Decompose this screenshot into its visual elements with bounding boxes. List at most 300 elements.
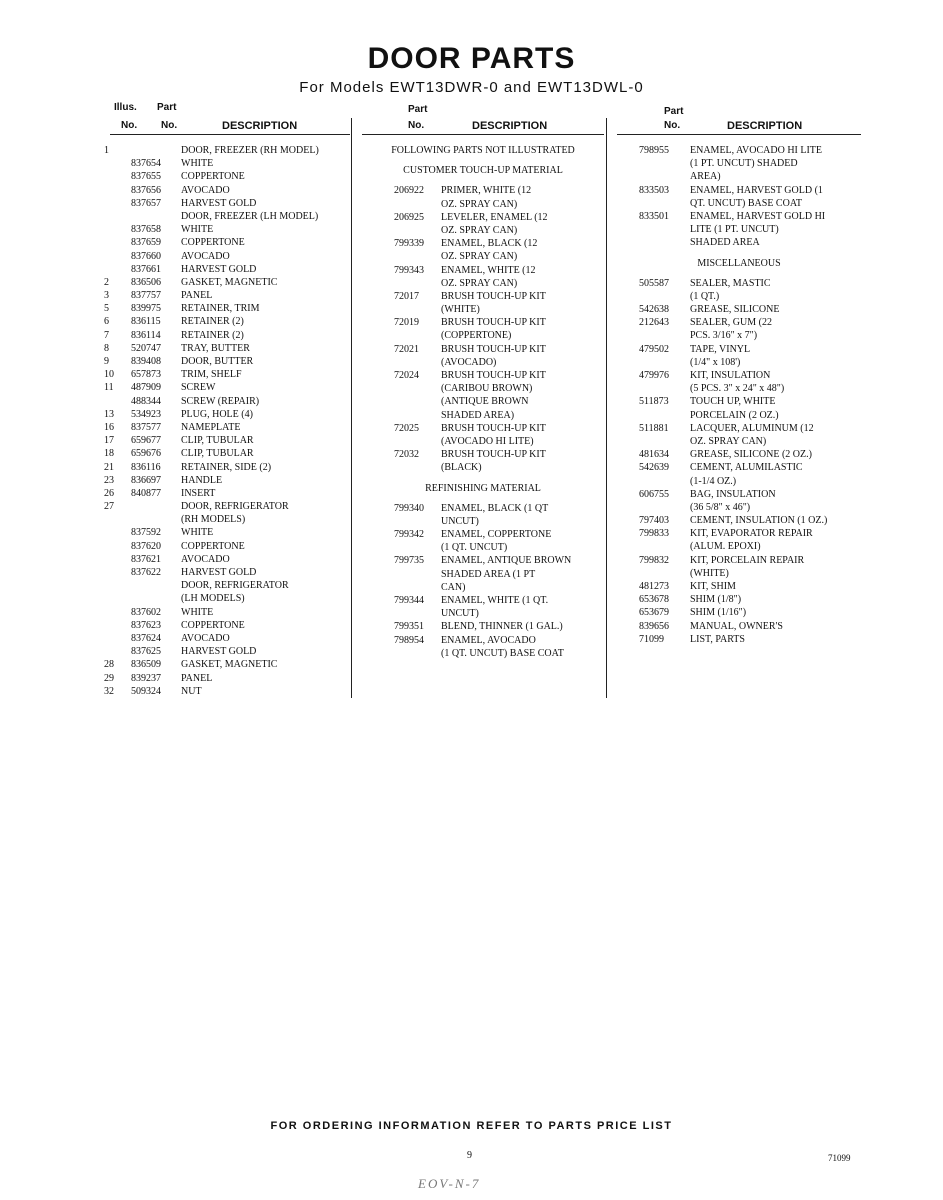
illus-number: 9 [104,356,109,367]
description-label: DESCRIPTION [222,120,298,132]
part-description: SCREW (REPAIR) [181,395,260,407]
section-heading: CUSTOMER TOUCH-UP MATERIAL [403,165,563,177]
part-number: 836509 [131,659,161,671]
part-row [104,236,350,249]
part-number: 71099 [639,633,664,645]
part-description: LACQUER, ALUMINUM (12 [690,422,814,434]
no-label: No. [121,120,138,131]
part-description: BLEND, THINNER (1 GAL.) [441,621,563,633]
part-row [362,211,604,224]
part-number: 487909 [131,382,161,394]
part-description: ENAMEL, BLACK (1 QT [441,502,549,514]
part-description: TRIM, SHELF [181,369,242,381]
row-spacer [362,495,604,502]
part-row [362,607,604,620]
illus-number: 5 [104,303,109,315]
part-description: COPPERTONE [181,540,245,552]
illus-number: 23 [104,474,114,486]
part-description: AVOCADO [181,250,230,262]
part-row [362,316,604,329]
part-description: ENAMEL, AVOCADO [441,634,536,646]
part-description: SEALER, MASTIC [690,277,771,289]
column-divider-2 [606,118,607,698]
part-description: CEMENT, ALUMILASTIC [690,462,803,474]
part-row [104,355,350,368]
part-number: 837602 [131,606,161,618]
part-row [617,620,861,633]
part-row [617,395,861,408]
part-number: 833501 [639,210,669,222]
part-label: Part [408,104,428,115]
part-number: 837660 [131,250,161,262]
row-spacer [617,270,861,277]
part-description: SHIM (1/8") [690,594,742,606]
handwritten-mark: EOV-N-7 [418,1176,481,1191]
part-number: 653679 [639,607,669,619]
part-number: 836116 [131,461,161,473]
part-row [104,144,350,157]
part-description: SCREW [181,382,216,394]
part-row [104,184,350,197]
part-description: AVOCADO [181,184,230,196]
part-number: 72017 [394,290,419,302]
part-number: 837656 [131,184,161,196]
page-title: DOOR PARTS [367,42,576,75]
parts-list [104,144,350,698]
parts-column-1 [104,100,350,698]
part-row [362,264,604,277]
part-row [104,421,350,434]
part-number: 837661 [131,263,161,275]
part-row [362,303,604,316]
illus-number: 18 [104,448,114,460]
part-description: (BLACK) [441,462,482,474]
part-row [104,447,350,460]
part-row [617,356,861,369]
illus-label: Illus. [114,102,137,113]
part-row [617,567,861,580]
part-number: 836697 [131,474,161,486]
column-divider-1 [351,118,352,698]
part-number: 798955 [639,145,669,156]
part-row [617,369,861,382]
illus-number: 17 [104,435,114,447]
row-spacer [362,177,604,184]
part-description: DOOR, FREEZER (RH MODEL) [181,145,319,156]
part-number: 659676 [131,448,161,460]
part-row [617,422,861,435]
part-number: 837620 [131,540,161,552]
ordering-footer: FOR ORDERING INFORMATION REFER TO PARTS PRICE LIST [270,1120,673,1132]
part-row [617,223,861,236]
part-row [362,461,604,474]
illus-number: 16 [104,421,114,433]
part-row [104,276,350,289]
part-description: (1-1/4 OZ.) [690,475,737,487]
part-description: NAMEPLATE [181,421,241,433]
part-number: 837625 [131,646,161,658]
part-description: HARVEST GOLD [181,646,257,658]
part-row [104,461,350,474]
part-description: COPPERTONE [181,237,245,249]
part-number: 72025 [394,422,419,434]
part-row [104,381,350,394]
part-row [362,568,604,581]
part-description: CEMENT, INSULATION (1 OZ.) [690,515,828,527]
part-number: 657873 [131,369,161,381]
part-description: OZ. SPRAY CAN) [690,435,767,447]
part-row [617,210,861,223]
part-description: ENAMEL, HARVEST GOLD HI [690,210,826,222]
part-number: 798954 [394,634,424,646]
part-row [362,224,604,237]
part-description: OZ. SPRAY CAN) [441,251,518,263]
part-row [362,329,604,342]
part-number: 72019 [394,317,419,329]
part-description: (WHITE) [690,567,729,579]
description-label: DESCRIPTION [472,120,548,132]
illus-number: 32 [104,685,114,697]
part-row [104,672,350,685]
part-row [362,356,604,369]
part-description: ENAMEL, BLACK (12 [441,238,538,250]
part-row [104,526,350,539]
part-description: BRUSH TOUCH-UP KIT [441,343,546,355]
part-description: KIT, EVAPORATOR REPAIR [690,528,813,540]
part-description: WHITE [181,158,214,170]
part-description: TAPE, VINYL [690,343,751,355]
part-description: AVOCADO [181,632,230,644]
part-description: NUT [181,685,202,697]
part-description: (LH MODELS) [181,593,245,605]
part-row [362,395,604,408]
part-number: 206925 [394,211,424,223]
part-row [362,554,604,567]
part-row [362,502,604,515]
part-description: HANDLE [181,474,223,486]
part-description: PANEL [181,290,213,302]
part-row [104,315,350,328]
part-number: 212643 [639,317,669,329]
part-description: (CARIBOU BROWN) [441,383,533,395]
part-number: 833503 [639,184,669,196]
part-description: BRUSH TOUCH-UP KIT [441,422,546,434]
part-number: 837657 [131,197,161,209]
page-number: 9 [467,1150,472,1161]
part-row [104,685,350,698]
part-number: 72024 [394,370,419,382]
part-description: OZ. SPRAY CAN) [441,224,518,236]
part-row [104,342,350,355]
illus-number: 2 [104,276,109,288]
part-description: RETAINER (2) [181,329,244,341]
part-number: 606755 [639,488,669,500]
part-number: 534923 [131,408,161,420]
part-description: COPPERTONE [181,171,245,183]
part-row [617,197,861,210]
part-row [617,633,861,646]
part-description: UNCUT) [441,608,479,620]
part-description: (ANTIQUE BROWN [441,396,529,408]
part-number: 481634 [639,449,669,461]
parts-list [617,144,861,646]
part-description: WHITE [181,527,214,539]
part-description: (1/4" x 108') [690,356,741,368]
part-number: 488344 [131,395,161,407]
part-row [617,461,861,474]
part-row [104,645,350,658]
part-row [617,501,861,514]
part-row [362,620,604,633]
column-header [362,100,604,134]
illus-number: 13 [104,408,114,420]
row-spacer [617,250,861,257]
part-description: SHADED AREA) [441,409,515,421]
part-description: (5 PCS. 3" x 24" x 48") [690,383,785,395]
part-description: KIT, PORCELAIN REPAIR [690,554,805,566]
part-row [362,581,604,594]
part-description: SHADED AREA [690,237,760,249]
row-spacer [362,475,604,482]
part-number: 837622 [131,567,161,578]
part-description: CLIP, TUBULAR [181,435,254,447]
illus-number: 26 [104,487,114,499]
part-row [617,580,861,593]
part-number: 797403 [639,515,669,527]
part-row [617,514,861,527]
part-number: 836115 [131,316,161,328]
illus-number: 28 [104,659,114,671]
no-label: No. [664,120,681,131]
row-spacer [362,157,604,164]
part-description: (36 5/8" x 46") [690,501,751,513]
part-row [104,632,350,645]
part-description: (AVOCADO) [441,356,497,368]
part-row [617,157,861,170]
part-number: 520747 [131,342,161,354]
part-number: 505587 [639,277,669,289]
part-number: 837659 [131,237,161,249]
part-description: TOUCH UP, WHITE [690,396,776,408]
part-number: 481273 [639,581,669,593]
part-row [362,277,604,290]
part-label: Part [157,102,177,113]
part-number: 839656 [639,620,669,632]
part-description: SHADED AREA (1 PT [441,568,536,580]
part-row [362,369,604,382]
part-description: GREASE, SILICONE [690,304,780,316]
part-number: 837621 [131,553,161,565]
part-description: DOOR, FREEZER (LH MODEL) [181,210,319,222]
part-row [617,409,861,422]
part-row [104,197,350,210]
part-row [617,475,861,488]
part-number: 837623 [131,619,161,631]
part-row [362,647,604,660]
part-row [104,606,350,619]
part-row [362,198,604,211]
part-row [617,316,861,329]
parts-column-2 [362,100,604,660]
part-row [104,553,350,566]
part-description: (RH MODELS) [181,514,246,526]
part-row [104,513,350,526]
part-row [617,593,861,606]
part-row [362,528,604,541]
part-number: 511881 [639,422,669,434]
part-row [362,382,604,395]
parts-list [362,144,604,660]
part-description: WHITE [181,224,214,236]
part-description: OZ. SPRAY CAN) [441,198,518,210]
section-heading: REFINISHING MATERIAL [425,482,541,494]
part-row [104,579,350,592]
part-row [617,606,861,619]
part-row [362,237,604,250]
illus-number: 27 [104,501,114,513]
part-description: PORCELAIN (2 OZ.) [690,409,779,421]
part-row [362,422,604,435]
part-row [617,554,861,567]
part-number: 799735 [394,555,424,567]
part-number: 206922 [394,185,424,197]
part-row [362,448,604,461]
part-description: CLIP, TUBULAR [181,448,254,460]
illus-number: 8 [104,342,109,354]
description-label: DESCRIPTION [727,120,803,132]
no-label: No. [408,120,425,131]
illus-number: 1 [104,145,109,156]
part-description: KIT, SHIM [690,581,736,593]
part-row [617,488,861,501]
part-description: GASKET, MAGNETIC [181,276,278,288]
part-description: OZ. SPRAY CAN) [441,277,518,289]
part-number: 837655 [131,171,161,183]
part-row [617,144,861,157]
part-description: RETAINER, TRIM [181,303,260,315]
section-heading: MISCELLANEOUS [697,257,781,269]
part-number: 837592 [131,527,161,539]
part-number: 837658 [131,224,161,236]
part-number: 799342 [394,529,424,541]
part-number: 836114 [131,329,161,341]
part-number: 839975 [131,303,161,315]
part-description: GASKET, MAGNETIC [181,659,278,671]
part-row [104,566,350,579]
part-description: ENAMEL, WHITE (1 QT. [441,595,549,607]
part-row [617,290,861,303]
part-row [362,343,604,356]
part-description: (1 PT. UNCUT) SHADED [690,158,798,170]
part-number: 836506 [131,276,161,288]
part-description: HARVEST GOLD [181,263,257,275]
part-number: 479976 [639,370,669,382]
part-description: (ALUM. EPOXI) [690,541,761,553]
part-number: 839408 [131,356,161,367]
illus-number: 7 [104,329,109,341]
part-row [617,329,861,342]
part-description: ENAMEL, ANTIQUE BROWN [441,555,572,567]
part-row [617,277,861,290]
illus-number: 10 [104,369,114,381]
part-description: WHITE [181,606,214,618]
part-row [104,302,350,315]
part-row [362,290,604,303]
column-header [104,100,350,134]
illus-number: 3 [104,290,109,302]
part-row [104,263,350,276]
part-number: 799340 [394,502,424,514]
part-number: 72021 [394,343,419,355]
part-row [104,500,350,513]
part-row [362,541,604,554]
illus-number: 21 [104,461,114,473]
part-description: LITE (1 PT. UNCUT) [690,224,779,236]
part-number: 542639 [639,462,669,474]
part-row [104,368,350,381]
part-description: ENAMEL, AVOCADO HI LITE [690,145,823,156]
part-description: UNCUT) [441,515,479,527]
part-number: 840877 [131,487,161,499]
part-description: BRUSH TOUCH-UP KIT [441,449,546,461]
part-row [617,170,861,183]
document-number: 71099 [828,1153,851,1163]
part-row [104,289,350,302]
part-row [617,527,861,540]
part-number: 799833 [639,528,669,540]
part-row [104,619,350,632]
part-description: (COPPERTONE) [441,330,512,342]
part-number: 837757 [131,290,161,302]
part-row [104,592,350,605]
part-number: 72032 [394,449,419,461]
part-description: (1 QT.) [690,290,720,302]
part-description: LEVELER, ENAMEL (12 [441,211,548,223]
part-number: 479502 [639,343,669,355]
part-row [104,395,350,408]
part-description: ENAMEL, WHITE (12 [441,264,536,276]
part-description: (1 QT. UNCUT) [441,542,508,554]
part-row [362,515,604,528]
part-row [617,435,861,448]
part-row [104,250,350,263]
part-description: BRUSH TOUCH-UP KIT [441,370,546,382]
part-number: 509324 [131,685,161,697]
part-number: 659677 [131,435,161,447]
part-description: CAN) [441,581,466,593]
part-description: LIST, PARTS [690,633,745,645]
part-row [617,448,861,461]
illus-number: 29 [104,672,114,684]
part-number: 511873 [639,396,669,408]
part-description: AVOCADO [181,553,230,565]
part-description: SEALER, GUM (22 [690,317,772,329]
part-number: 837577 [131,421,161,433]
part-number: 837654 [131,158,161,170]
part-number: 653678 [639,594,669,606]
part-description: RETAINER (2) [181,316,244,328]
part-number: 839237 [131,672,161,684]
part-description: QT. UNCUT) BASE COAT [690,197,803,209]
part-description: MANUAL, OWNER'S [690,620,783,632]
part-description: SHIM (1/16") [690,607,747,619]
column-header [617,100,861,134]
part-description: RETAINER, SIDE (2) [181,461,272,473]
part-number: 799351 [394,621,424,633]
part-description: DOOR, BUTTER [181,356,254,367]
part-description: HARVEST GOLD [181,197,257,209]
part-description: DOOR, REFRIGERATOR [181,501,289,513]
